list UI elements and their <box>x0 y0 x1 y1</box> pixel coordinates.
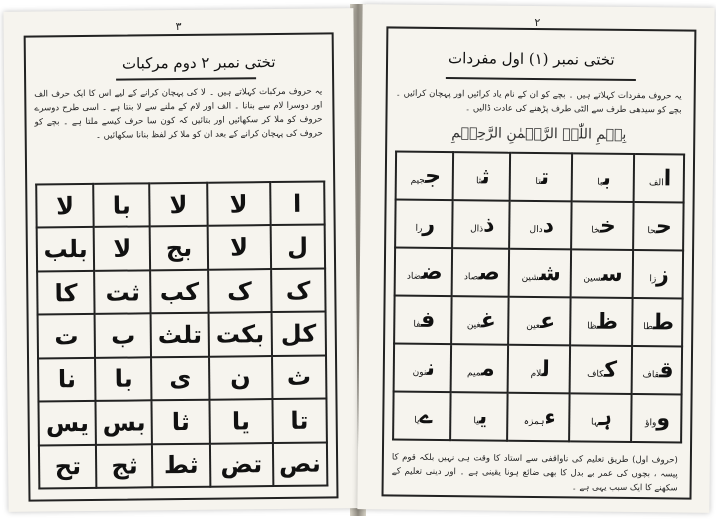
grid-row <box>396 152 684 203</box>
letter-name: زا <box>649 273 657 284</box>
grid-cell: لا <box>94 227 150 271</box>
letter-name: ذال <box>470 223 484 234</box>
letter-cell <box>570 297 632 346</box>
grid-cell: ی <box>151 356 209 400</box>
letter-name: را <box>415 223 423 234</box>
grid-cell: لا <box>208 225 271 269</box>
letter-glyph: ہ <box>598 405 613 431</box>
letter-cell <box>508 297 570 346</box>
grid-cell: کل <box>271 312 326 356</box>
grid-cell: ل <box>270 225 325 269</box>
letter-glyph: ب <box>602 165 612 191</box>
grid-cell: ثج <box>96 444 152 488</box>
grid-cell: ب <box>95 314 151 358</box>
grid-row <box>394 344 682 395</box>
grid-cell: ک <box>271 268 326 312</box>
grid-row <box>395 248 683 299</box>
letter-cell <box>451 344 509 393</box>
page-title: تختی نمبر ۲ دوم مرکبات <box>121 53 276 73</box>
compound-letters-grid <box>35 180 328 489</box>
letter-name: واؤ <box>645 417 657 428</box>
grid-cell: یا <box>209 399 272 443</box>
letter-glyph: د <box>542 212 555 238</box>
letter-cell <box>571 153 633 202</box>
grid-cell: بس <box>96 400 152 444</box>
letter-name: عین <box>526 320 541 331</box>
grid-row <box>37 268 325 314</box>
grid-cell: لا <box>150 183 208 227</box>
letter-name: تا <box>535 176 541 187</box>
letter-cell <box>569 345 631 394</box>
grid-cell: نا <box>38 358 96 402</box>
letter-name: با <box>597 177 603 188</box>
letter-name: قاف <box>642 369 660 380</box>
letter-name: ہمزہ <box>523 416 545 427</box>
letter-name: ہا <box>591 417 600 428</box>
letter-glyph: ی <box>478 403 488 429</box>
footer-note: (حروف اول) طریق تعلیم کی ناواقفی سے استاد کا وقت ہی نہیں بلکہ قوم کا پیسہ ، بچوں کی عمر بے بدل کا بھی ضائع ہونا یقینی ہے ۔ اور دینی تعلیم کے سکھنے کا ایک سبب یہی ہے ۔ <box>391 452 678 494</box>
grid-row <box>38 399 326 445</box>
intro-paragraph: یہ حروف مرکبات کہلاتے ہیں ۔ لا کی پہچان کرانے کے لیے اس کا ایک حرف الف اور دوسرا لام سے بنانا ۔ الف اور لام کے ملنے سے لا بنتا ہے ۔ اسی طرح دوسرے حروف کو ملا کر سکھائیں اور بتائیں کہ کون سا حرف کیسے ملتا ہے ۔ بچے کو حروف کی پہچان کرانے کے بعد ان کو ملا کر لفظ بنانا سکھائیں ۔ <box>34 86 323 141</box>
letter-glyph: غ <box>480 307 496 334</box>
letter-cell <box>631 394 682 443</box>
letter-glyph: ظ <box>597 309 619 335</box>
right-page <box>357 4 714 513</box>
letter-glyph: ت <box>540 164 550 190</box>
letter-name: نون <box>412 367 427 378</box>
letter-cell <box>453 152 511 201</box>
grid-row <box>393 392 681 443</box>
letter-cell <box>507 393 569 442</box>
letter-name: ظا <box>587 321 598 332</box>
letter-name: یا <box>414 415 420 426</box>
letter-name: دال <box>529 224 543 235</box>
grid-cell: تا <box>272 399 327 443</box>
letter-glyph: ش <box>539 260 562 286</box>
letter-cell <box>633 154 684 203</box>
letter-glyph: ث <box>481 163 490 190</box>
letter-glyph: ح <box>655 213 672 239</box>
grid-row <box>38 312 326 358</box>
grid-cell: ک <box>208 269 271 313</box>
letter-name: ضاد <box>406 271 422 282</box>
letter-glyph: ف <box>420 307 436 333</box>
letter-cell <box>569 393 631 442</box>
letter-name: میم <box>466 367 482 378</box>
letter-glyph: ر <box>422 211 436 237</box>
letter-name: الف <box>648 177 664 188</box>
grid-cell: کا <box>37 271 95 315</box>
letter-glyph: ے <box>419 403 433 429</box>
letter-name: ثا <box>475 175 482 186</box>
grid-cell: نص <box>272 442 327 486</box>
grid-cell: ثت <box>95 270 151 314</box>
letter-cell <box>570 249 632 298</box>
grid-cell: کب <box>150 270 208 314</box>
grid-cell: ث <box>272 355 327 399</box>
grid-cell: ن <box>209 356 272 400</box>
letter-glyph: ج <box>425 163 442 189</box>
letter-cell <box>510 153 572 202</box>
grid-cell: لا <box>36 184 94 228</box>
letter-name: سین <box>583 272 602 284</box>
grid-row <box>394 296 682 347</box>
grid-cell: تض <box>210 443 273 487</box>
grid-cell: ثط <box>152 443 210 487</box>
grid-cell: تح <box>39 444 97 488</box>
page-number: ٣ <box>175 19 182 34</box>
letter-cell <box>395 248 453 297</box>
grid-cell: ت <box>38 314 96 358</box>
single-letters-grid <box>392 151 685 444</box>
grid-cell: تلث <box>151 313 209 357</box>
letter-name: طا <box>643 321 654 332</box>
grid-cell: با <box>94 183 150 227</box>
letter-cell <box>396 152 454 201</box>
grid-cell: لا <box>207 182 270 226</box>
letter-cell <box>451 296 509 345</box>
letter-cell <box>452 200 510 249</box>
letter-cell <box>450 392 508 441</box>
bismillah-calligraphy: بِسۡمِ اللّٰہِ الرَّحۡمٰنِ الرَّحِیۡمِ <box>451 125 627 143</box>
letter-glyph: ع <box>540 308 556 334</box>
letter-cell <box>509 201 571 250</box>
letter-cell <box>452 248 510 297</box>
page-title: تختی نمبر (۱) اول مفردات <box>447 49 615 69</box>
grid-cell: ثا <box>152 400 210 444</box>
grid-row <box>36 181 324 227</box>
letter-cell <box>395 200 453 249</box>
letter-cell <box>631 346 682 395</box>
letter-glyph: ا <box>663 165 672 191</box>
letter-cell <box>508 345 570 394</box>
grid-cell: بلب <box>37 227 95 271</box>
letter-name: خا <box>591 225 600 236</box>
letter-cell <box>632 250 683 299</box>
grid-cell: بج <box>150 226 208 270</box>
letter-glyph: ز <box>656 261 670 287</box>
page-number: ۲ <box>534 15 541 30</box>
letter-glyph: م <box>480 355 495 382</box>
letter-glyph: و <box>656 405 671 431</box>
letter-glyph: ض <box>421 259 443 285</box>
letter-glyph: ق <box>659 357 674 383</box>
letter-name: حا <box>647 225 657 236</box>
letter-name: فا <box>413 319 421 330</box>
letter-glyph: ک <box>604 357 618 383</box>
letter-glyph: ذ <box>483 211 495 238</box>
grid-row <box>39 442 327 488</box>
letter-name: صاد <box>463 271 479 282</box>
letter-name: لام <box>530 368 542 379</box>
letter-cell <box>394 296 452 345</box>
letter-cell <box>394 344 452 393</box>
letter-name: غین <box>466 319 481 330</box>
letter-cell <box>571 201 633 250</box>
letter-cell <box>632 298 683 347</box>
grid-row <box>37 225 325 271</box>
letter-glyph: خ <box>599 213 616 239</box>
letter-name: کاف <box>587 369 605 380</box>
letter-cell <box>509 249 571 298</box>
letter-cell <box>633 202 684 251</box>
grid-cell: ا <box>270 181 325 225</box>
grid-cell: یس <box>38 401 96 445</box>
grid-row <box>38 355 326 401</box>
letter-glyph: ص <box>478 259 500 286</box>
letter-glyph: ن <box>426 355 436 381</box>
grid-cell: با <box>96 357 152 401</box>
letter-name: جیم <box>410 175 426 186</box>
letter-glyph: س <box>600 261 623 287</box>
intro-paragraph: یہ حروف مفردات کہلاتے ہیں ۔ بچے کو ان کے نام یاد کرائیں اور پہچان کرائیں ۔ بچے کو سیدھی طرف سے الٹی طرف پڑھنے کی عادت ڈالیں ۔ <box>395 88 682 116</box>
letter-cell <box>393 392 451 441</box>
grid-row <box>395 200 683 251</box>
letter-glyph: ل <box>541 356 551 382</box>
letter-glyph: ء <box>544 404 556 430</box>
letter-name: شین <box>521 272 540 283</box>
letter-name: یا <box>473 415 479 426</box>
grid-cell: بکت <box>208 312 271 356</box>
left-page <box>3 8 358 512</box>
letter-glyph: ط <box>653 309 675 335</box>
